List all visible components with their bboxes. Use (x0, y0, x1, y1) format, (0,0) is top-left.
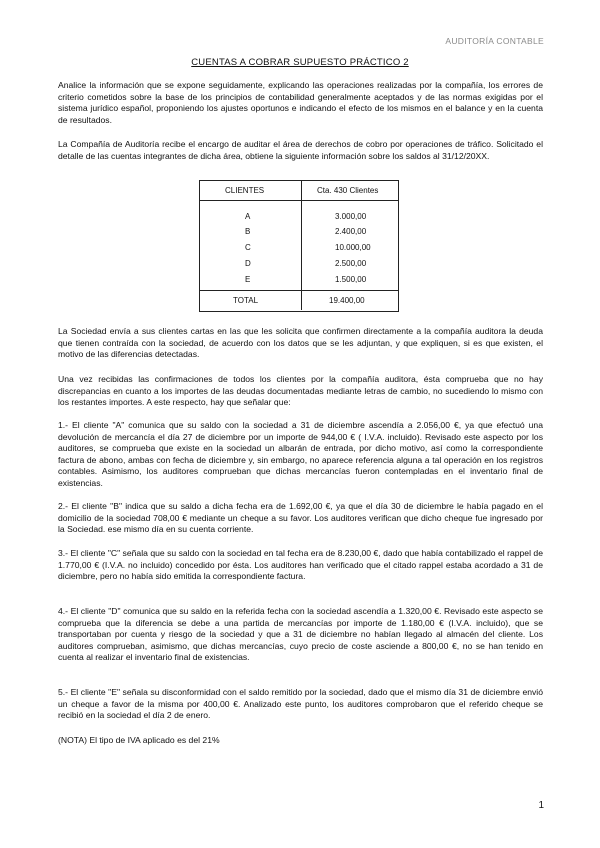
client-label: B (245, 227, 251, 236)
header-cta-430: Cta. 430 Clientes (317, 186, 379, 195)
intro-paragraph: Analice la información que se expone seguidamente, explicando las operaciones realizadas por la compañía, los errores de criterio cometidos sobre la base de los principios de contabilidad generalmente aceptados y de las normas exigidas por el sistema jurídico español, proponiendo los ajustes oportunos e indicando el efecto de los mismos en el balance y en la cuenta de resultados. (58, 80, 543, 125)
page-number: 1 (538, 800, 544, 811)
item-4-paragraph: 4.- El cliente "D" comunica que su saldo en la referida fecha con la sociedad ascendía a 1.320,00 €. Revisado este aspecto se comprueba que la diferencia se debe a una partida de mercancías por importe de 1.180,00 € (I.V.A. incluido), que se transportaban por cuenta y riesgo de la sociedad y que a 31 de diciembre no habían llegado al almacén del cliente. Los auditores comprueban, asimismo, que dichas mercancías, cuyo precio de coste asciende a 800,00 €, no se han tenido en cuenta al realizar el inventario final de existencias. (58, 606, 543, 663)
header-clientes: CLIENTES (225, 186, 265, 195)
client-label: D (245, 259, 251, 268)
confirmations-paragraph: Una vez recibidas las confirmaciones de todos los clientes por la compañía auditora, ésta comprueba que no hay discrepancias en cuanto a los importes de las deudas documentadas mediante letras de cambio, no sucediendo lo mismo con los restantes importes. A este respecto, hay que señalar que: (58, 374, 543, 408)
document-header: AUDITORÍA CONTABLE (445, 36, 544, 46)
page-title: CUENTAS A COBRAR SUPUESTO PRÁCTICO 2 (191, 57, 409, 68)
item-1-paragraph: 1.- El cliente "A" comunica que su saldo con la sociedad a 31 de diciembre ascendía a 2.056,00 €, ya que efectuó una devolución de mercancía el día 27 de diciembre por un importe de 944,00 € ( I.V.A. incluido). Revisado este aspecto por los auditores, se comprueba que existe en la sociedad un albarán de entrada, por dicho motivo, así como la correspondiente factura de abono, ambas con fecha de diciembre y, sin embargo, no aparece referencia alguna a tal operación en los registros contables. Asimismo, los auditores comprueban que dichas mercancías fueron contempladas en el inventario final de existencias. (58, 420, 543, 488)
item-2-paragraph: 2.- El cliente "B" indica que su saldo a dicha fecha era de 1.692,00 €, ya que el día 30 de diciembre le había pagado en el domicilio de la sociedad 708,00 € mediante un cheque a su favor. Los auditores verifican que dicho cheque fue ingresado por la Sociedad. ese mismo día en su cuenta corriente. (58, 501, 543, 535)
client-amount: 1.500,00 (335, 275, 367, 284)
client-amount: 2.500,00 (335, 259, 367, 268)
client-amount: 10.000,00 (335, 243, 371, 252)
total-amount: 19.400,00 (329, 296, 365, 305)
client-balances-table (199, 180, 399, 310)
circularization-paragraph: La Sociedad envía a sus clientes cartas en las que les solicita que confirmen directamente a la compañía auditora la deuda que tienen contraída con la sociedad, de acuerdo con los datos que se les adjuntan, y que expliquen, si es que existen, el motivo de las diferencias detectadas. (58, 326, 543, 360)
client-label: A (245, 212, 251, 221)
client-amount: 2.400,00 (335, 227, 367, 236)
context-paragraph: La Compañía de Auditoría recibe el encargo de auditar el área de derechos de cobro por operaciones de tráfico. Solicitado el detalle de las cuentas integrantes de dicha área, obtiene la siguiente información sobre los saldos al 31/12/20XX. (58, 139, 543, 161)
client-amount: 3.000,00 (335, 212, 367, 221)
item-3-paragraph: 3.- El cliente "C" señala que su saldo con la sociedad en tal fecha era de 8.230,00 €, dado que había contabilizado el rappel de 1.770,00 € (I.V.A. no incluido) concedido por ésta. Los auditores han verificado que el citado rappel estaba acordado a 31 de diciembre, pero no había sido emitida la correspondiente factura. (58, 548, 543, 582)
client-label: C (245, 243, 251, 252)
table-total-divider (199, 290, 399, 291)
item-5-paragraph: 5.- El cliente "E" señala su disconformidad con el saldo remitido por la sociedad, dado que el mismo día 31 de diciembre envió un cheque a favor de la misma por 400,00 €. Analizado este punto, los auditores comprobaron que el referido cheque se recibió en la sociedad el día 2 de enero. (58, 687, 543, 721)
client-label: E (245, 275, 251, 284)
vat-note: (NOTA) El tipo de IVA aplicado es del 21% (58, 735, 220, 745)
total-label: TOTAL (233, 296, 259, 305)
